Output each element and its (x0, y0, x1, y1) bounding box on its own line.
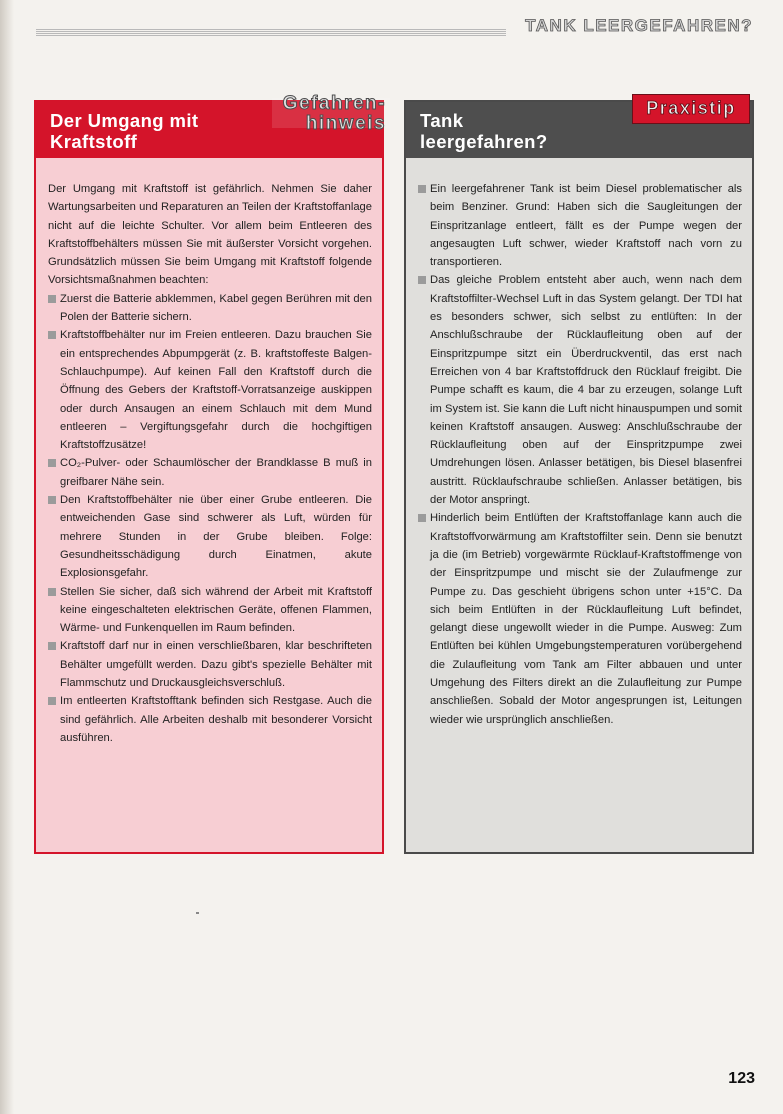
hazard-box-title: Der Umgang mit Kraftstoff (50, 110, 199, 152)
list-item-text: Das gleiche Problem entsteht aber auch, wenn nach dem Kraftstoffilter-Wechsel Luft in das System gelangt. Der TDI hat es besonders schwer, sich selbst zu entlüften: In der Anschlußschraube der Rücklaufleitung oben auf der Einspritzpumpe sitzt ein Überdruckventil, das erst nach Erreichen von 4 bar Kraftstoffdruck den Rücklauf freigibt. Die Pumpe schafft es kaum, die 4 bar zu erzeugen, solange Luft im System ist. Sie kann die Luft nicht hinauspumpen und somit keinen Kraftstoff ansaugen. Ausweg: Anschlußschraube der Rücklaufleitung oben auf der Einspritzpumpe zwei Umdrehungen lösen. Anlasser betätigen, bis Diesel blasenfrei austritt. Rücklaufschraube schließen. Anlasser betätigen, bis der Motor anspringt. (430, 274, 742, 507)
square-bullet-icon (48, 697, 56, 705)
list-item-text: Stellen Sie sicher, daß sich während der Arbeit mit Kraftstoff keine eingeschalteten elektrischen Geräte, offenen Flammen, Wärme- und Funkenquellen im Raum befinden. (60, 585, 372, 635)
square-bullet-icon (48, 588, 56, 596)
list-item-text: CO₂-Pulver- oder Schaumlöscher der Brandklasse B muß in greifbarer Nähe sein. (60, 457, 372, 488)
hazard-box (34, 93, 386, 854)
square-bullet-icon (48, 295, 56, 303)
list-item (48, 583, 372, 638)
square-bullet-icon (48, 642, 56, 650)
hazard-box-header (36, 93, 386, 158)
hazard-intro-paragraph: Der Umgang mit Kraftstoff ist gefährlich. Nehmen Sie daher Wartungsarbeiten und Reparaturen an Teilen der Kraftstoffanlage nicht auf die leichte Schulter. Vor allem beim Entleeren des Kraftstoffbehälters müssen Sie mit äußerster Vorsicht vorgehen. Grundsätzlich müssen Sie beim Umgang mit Kraftstoff folgende Vorsichtsmaßnahmen beachten: (48, 183, 372, 287)
tip-bullet-list (418, 180, 742, 729)
list-item (418, 271, 742, 509)
list-item (48, 692, 372, 747)
page-number: 123 (728, 1070, 755, 1087)
list-item-text: Zuerst die Batterie abklemmen, Kabel gegen Berühren mit den Polen der Batterie sichern. (60, 292, 372, 324)
tip-box (404, 100, 754, 854)
running-header: TANK LEERGEFAHREN? (525, 16, 753, 35)
square-bullet-icon (418, 514, 426, 522)
list-item (48, 454, 372, 491)
page-binding-shadow (0, 0, 14, 1114)
list-item-text: Im entleerten Kraftstofftank befinden sich Restgase. Auch die sind gefährlich. Alle Arbeiten deshalb mit besonderer Vorsicht ausführen. (60, 695, 372, 744)
list-item-text: Ein leergefahrener Tank ist beim Diesel problematischer als beim Benziner. Grund: Haben sich die Saugleitungen der Einspritzanlage entleert, fällt es der Pumpe wegen der angesaugten Luft schwer, wieder Kraftstoff nach vorn zu transportieren. (430, 183, 742, 269)
hazard-badge (266, 92, 390, 142)
tip-box-header (406, 98, 752, 158)
hazard-bullet-list (48, 290, 372, 747)
list-item (48, 491, 372, 582)
hazard-badge-line2: hinweis (305, 113, 386, 134)
list-item (418, 509, 742, 729)
list-item (48, 637, 372, 692)
list-item (48, 326, 372, 454)
header-rule (36, 28, 506, 36)
square-bullet-icon (48, 496, 56, 504)
square-bullet-icon (48, 331, 56, 339)
square-bullet-icon (418, 185, 426, 193)
list-item (418, 180, 742, 271)
list-item-text: Den Kraftstoffbehälter nie über einer Grube entleeren. Die entweichenden Gase sind schwerer als Luft, würden für mehrere Stunden in der Grube bleiben. Folge: Gesundheitsschädigung durch Einatmen, akute Explosionsgefahr. (60, 494, 372, 580)
list-item-text: Kraftstoff darf nur in einen verschließbaren, klar beschrifteten Behälter umgefüllt werden. Dazu gibt's spezielle Behälter mit Flammschutz und Druckausgleichsverschluß. (60, 640, 372, 690)
tip-badge: Praxistip (632, 94, 750, 124)
tip-box-title: Tank leergefahren? (420, 110, 548, 152)
list-item-text: Hinderlich beim Entlüften der Kraftstoffanlage kann auch die Kraftstoffvorwärmung am Kraftstoffilter sein. Denn sie benutzt ja die (im Betrieb) vorgewärmte Rücklauf-Kraftstoffmenge von der Einspritzpumpe und mischt sie der Zulaufmenge zur Pumpe zu. Das geschieht übrigens schon unter +15°C. Da sich beim Entlüften in der Rücklaufleitung Luft befindet, gelangt diese ungewollt wieder in die Pumpe. Ausweg: Zum Entlüften bei kühlen Umgebungstemperaturen vorübergehend die Zulaufleitung vom Tank am Filter abbauen und unter Umgehung des Filters direkt an die Zulaufleitung zur Pumpe anschließen. Sobald der Motor angesprungen ist, Leitungen wieder wie ursprünglich anschließen. (430, 512, 742, 726)
list-item (48, 290, 372, 327)
hazard-badge-line1: Gefahren- (282, 93, 386, 114)
square-bullet-icon (48, 459, 56, 467)
hazard-box-body (48, 180, 372, 747)
square-bullet-icon (418, 276, 426, 284)
tip-box-body (418, 180, 742, 729)
paper-speck (196, 912, 199, 914)
list-item-text: Kraftstoffbehälter nur im Freien entleeren. Dazu brauchen Sie ein entsprechendes Abpumpgerät (z. B. kraftstoffeste Balgen-Schlauchpumpe). Auf keinen Fall den Kraftstoff durch die Öffnung des Gebers der Kraftstoff-Vorratsanzeige auskippen oder durch Ansaugen an einem Schlauch mit dem Mund entleeren – Vergiftungsgefahr durch die hochgiftigen Kraftstoffzusätze! (60, 329, 372, 452)
